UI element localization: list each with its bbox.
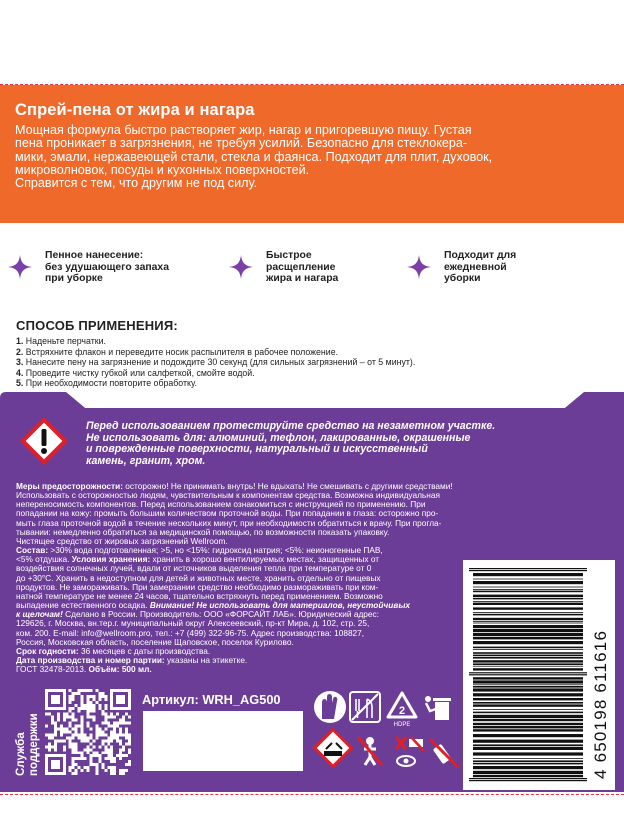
bottom-cut-line xyxy=(0,794,624,795)
feature-line: Пенное нанесение: xyxy=(45,250,144,261)
warning-text xyxy=(86,421,586,467)
usage-title: СПОСОБ ПРИМЕНЕНИЯ: xyxy=(16,318,178,333)
sparkle-star-icon xyxy=(229,255,253,279)
qr-code[interactable] xyxy=(45,689,131,775)
feature-line: при уборке xyxy=(45,273,103,285)
description-line: Справится с тем, что другим не под силу. xyxy=(15,176,258,191)
description-line: мики, эмали, нержавеющей стали, стекла и фаянса. Подходит для плит, духовок, xyxy=(15,149,493,164)
product-header xyxy=(0,85,624,223)
svg-text:поддержки: поддержки xyxy=(28,713,40,776)
usage-instructions xyxy=(16,318,616,389)
batch-label-area xyxy=(143,711,303,771)
feature-line: расщепление xyxy=(266,261,336,273)
description-line: пена проникает в загрязнения, не требуя усилий. Безопасно для стеклокера- xyxy=(15,136,468,151)
warning-line: Перед использованием протестируйте средство на незаметном участке. xyxy=(86,420,496,432)
feature-foam xyxy=(8,250,169,285)
product-title: Спрей-пена от жира и нагара xyxy=(15,101,255,119)
no-eye-contact-icon xyxy=(396,737,424,766)
feature-line: без удушающего запаха xyxy=(45,261,169,273)
pictograms xyxy=(312,689,462,779)
sparkle-star-icon xyxy=(407,255,431,279)
keep-away-children-icon xyxy=(358,737,382,765)
svg-text:Служба: Служба xyxy=(15,732,27,776)
trash-bin-icon xyxy=(425,696,451,720)
gloves-icon xyxy=(314,691,346,723)
usage-step: 3. Нанесите пену на загрязнение и подождите 30 секунд (для сильных загрязнений – от 5 минут). xyxy=(16,357,416,368)
feature-line: ежедневной xyxy=(444,261,507,273)
do-not-spray-icon xyxy=(430,739,458,767)
feature-line: Быстрое xyxy=(266,250,312,261)
recycling-icon xyxy=(388,693,416,728)
not-for-food-icon xyxy=(350,692,380,722)
usage-steps xyxy=(16,336,616,389)
warning-line: и поврежденные поверхности, натуральный и искусственный xyxy=(86,443,428,456)
description-line: Мощная формула быстро растворяет жир, нагар и пригоревшую пищу. Густая xyxy=(15,123,472,137)
feature-line: жира и нагара xyxy=(266,273,339,285)
svg-text:4 650198 611616: 4 650198 611616 xyxy=(591,629,610,779)
warning-line: Не использовать для: алюминий, тефлон, лакированные, окрашенные xyxy=(86,431,471,444)
usage-step: 5. При необходимости повторите обработку. xyxy=(16,378,197,389)
usage-step: 1. Наденьте перчатки. xyxy=(16,336,106,346)
sparkle-star-icon xyxy=(8,255,32,279)
article-number: Артикул: WRH_AG500 xyxy=(142,692,281,707)
warning-block xyxy=(16,417,612,473)
svg-text:2: 2 xyxy=(398,705,406,717)
barcode-number xyxy=(584,565,614,783)
usage-step: 2. Встряхните флакон и переведите носик распылителя в рабочее положение. xyxy=(16,346,339,357)
feature-fast xyxy=(229,250,338,285)
svg-text:HDPE: HDPE xyxy=(393,722,411,728)
usage-step: 4. Проведите чистку губкой или салфеткой, смойте водой. xyxy=(16,367,255,378)
feature-daily xyxy=(407,250,516,285)
description-line: микроволновок, посуды и кухонных поверхностей. xyxy=(15,162,310,177)
support-label xyxy=(12,688,40,778)
features-row xyxy=(0,250,624,290)
exclamation-warning-icon xyxy=(20,417,68,465)
warning-line: камень, гранит, хром. xyxy=(86,454,206,467)
feature-line: Подходит для xyxy=(444,250,517,261)
corrosive-icon xyxy=(315,730,352,767)
precautions-text: Меры предосторожности: осторожно! Не принимать внутрь! Не вдыхать! Не смешивать с другими средствами! Использовать с осторожностью людям, чувствительным к компонентам средства. Возможна индивидуальная непереносимость компонентов. Перед использованием ознакомиться с инструкцией по применению. При попадании на кожу: промыть большим количеством проточной воды. При попадании в глаза: осторожно про- мыть глаза проточной водой в течение нескольких минут, при необходимости обратиться к врачу. При прогла- тывании: немедленно обратиться за медицинской помощью, по возможности показать упаковку. Чистящее средство от жировых загрязнений Wellroom. Состав: >30% вода подготовленная; >5, но <15%: гидроксид натрия; <5%: неионогенные ПАВ, <5% отдушка. Условия хранения: хранить в хорошо вентилируемых местах, защищенных от воздействия солнечных лучей, вдали от источников выделения тепла при температуре от 0 до +30°С. Хранить в недоступном для детей и животных месте, хранить отдельно от пищевых продуктов. Не замораживать. При замерзании средство необходимо размораживать при ком- натной температуре не менее 24 часов, тщательно встряхнуть перед применением. Возможно выпадение естественного осадка. Внимание! Не использовать для материалов, неустойчивых к щелочам! Сделано в России. Производитель: ООО «ФОРСАЙТ ЛАБ». Юридический адрес: 129626, г. Москва, вн.тер.г. муниципальный округ Алексеевский, пр-кт Мира, д. 102, стр. 25, ком. 200. E-mail: info@wellroom.pro, тел.: +7 (499) 322-96-75. Адрес производства: 108827, Россия, Московская область, поселение Щаповское, поселок Курилово. Срок годности: 36 месяцев с даты производства. Дата производства и номер партии: указаны на этикетке. ГОСТ 32478-2013. Объём: 500 мл. xyxy=(16,481,453,675)
product-description xyxy=(15,124,610,190)
feature-line: уборки xyxy=(444,273,481,285)
